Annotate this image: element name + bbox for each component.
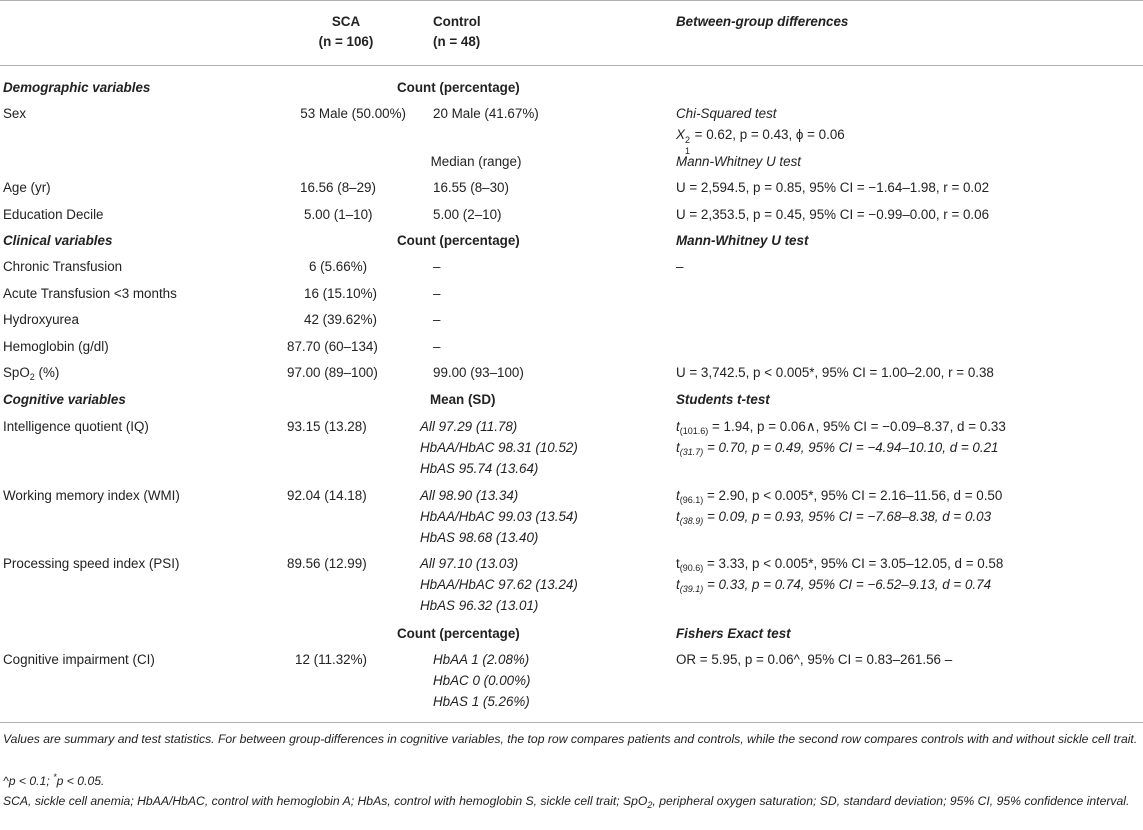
sex-sca: 53 Male (50.00%) — [300, 106, 406, 121]
hemoglobin-control: – — [433, 339, 441, 354]
spo2-sca: 97.00 (89–100) — [287, 365, 378, 380]
cognitive-stat-label: Mean (SD) — [430, 392, 496, 407]
iq-sca: 93.15 (13.28) — [287, 419, 367, 434]
ci-control-hbas: HbAS 1 (5.26%) — [433, 694, 530, 709]
education-sca: 5.00 (1–10) — [304, 207, 373, 222]
spo2-diff: U = 3,742.5, p < 0.005*, 95% CI = 1.00–2.00, r = 0.38 — [676, 365, 994, 380]
ci-sca: 12 (11.32%) — [295, 652, 367, 667]
wmi-diff-2: $t_{(38.9)} = 0.09$, p = 0.93, 95% CI = −7.68–8.38, d = 0.03 — [676, 509, 992, 526]
chronic-diff: – — [676, 259, 684, 274]
top-rule — [0, 0, 1143, 1]
footnote-summary: Values are summary and test statistics. For between group-differences in cognitive variables, the top row compares patients and controls, while the second row compares controls with and without sickle cell trait. — [3, 732, 1138, 746]
psi-sca: 89.56 (12.99) — [287, 556, 367, 571]
age-sca: 16.56 (8–29) — [300, 180, 376, 195]
age-diff: U = 2,594.5, p = 0.85, 95% CI = −1.64–1.98, r = 0.02 — [676, 180, 990, 195]
psi-control-hbas: HbAS 96.32 (13.01) — [420, 598, 539, 613]
iq-label: Intelligence quotient (IQ) — [3, 419, 149, 434]
iq-diff-2: $t_{(31.7)} = 0.70$, p = 0.49, 95% CI = −4.94–10.10, d = 0.21 — [676, 440, 999, 457]
acute-label: Acute Transfusion <3 months — [3, 286, 177, 301]
age-control: 16.55 (8–30) — [433, 180, 509, 195]
chronic-sca: 6 (5.66%) — [309, 259, 368, 274]
acute-control: – — [433, 286, 441, 301]
sca-header: SCA — [331, 14, 361, 29]
sex-label: Sex — [3, 106, 27, 121]
education-diff: U = 2,353.5, p = 0.45, 95% CI = −0.99–0.00, r = 0.06 — [676, 207, 990, 222]
hemoglobin-sca: 87.70 (60–134) — [287, 339, 378, 354]
education-control: 5.00 (2–10) — [433, 207, 502, 222]
diff-header: Between-group differences — [676, 14, 849, 29]
demographic-stat-label: Count (percentage) — [397, 80, 520, 95]
iq-control-hbaa: HbAA/HbAC 98.31 (10.52) — [420, 440, 578, 455]
section-clinical: Clinical variables — [3, 233, 113, 248]
hydroxyurea-sca: 42 (39.62%) — [304, 312, 377, 327]
wmi-label: Working memory index (WMI) — [3, 488, 180, 503]
psi-label: Processing speed index (PSI) — [3, 556, 180, 571]
hydroxyurea-control: – — [433, 312, 441, 327]
median-range-label: Median (range) — [430, 154, 522, 169]
section-demographic: Demographic variables — [3, 80, 151, 95]
sex-control: 20 Male (41.67%) — [433, 106, 539, 121]
ci-label: Cognitive impairment (CI) — [3, 652, 155, 667]
spo2-control: 99.00 (93–100) — [433, 365, 524, 380]
age-test: Mann-Whitney U test — [676, 154, 802, 169]
wmi-control-hbas: HbAS 98.68 (13.40) — [420, 530, 539, 545]
spo2-label: SpO$_2$ (%) — [3, 365, 60, 382]
ci-control-hbac: HbAC 0 (0.00%) — [433, 673, 531, 688]
psi-control-hbaa: HbAA/HbAC 97.62 (13.24) — [420, 577, 578, 592]
section-cognitive: Cognitive variables — [3, 392, 126, 407]
wmi-sca: 92.04 (14.18) — [287, 488, 367, 503]
wmi-control-all: All 98.90 (13.34) — [420, 488, 519, 503]
clinical-stat-label: Count (percentage) — [397, 233, 520, 248]
cognitive-test-label: Students t-test — [676, 392, 770, 407]
header-rule — [0, 65, 1143, 66]
ci-control-hbaa: HbAA 1 (2.08%) — [433, 652, 530, 667]
hemoglobin-label: Hemoglobin (g/dl) — [3, 339, 109, 354]
sex-stat-text: = 0.62, p = 0.43, ϕ = 0.06 — [694, 127, 845, 142]
iq-control-all: All 97.29 (11.78) — [420, 419, 518, 434]
hydroxyurea-label: Hydroxyurea — [3, 312, 79, 327]
bottom-rule — [0, 722, 1143, 723]
psi-diff-2: $t_{(39.1)} = 0.33$, p = 0.74, 95% CI = −6.52–9.13, d = 0.74 — [676, 577, 992, 594]
sca-n: (n = 106) — [318, 34, 374, 49]
ci-stat-label: Count (percentage) — [397, 626, 520, 641]
acute-sca: 16 (15.10%) — [304, 286, 377, 301]
ci-diff: OR = 5.95, p = 0.06^, 95% CI = 0.83–261.56 – — [676, 652, 953, 667]
chronic-control: – — [433, 259, 441, 274]
control-header: Control — [433, 14, 481, 29]
psi-control-all: All 97.10 (13.03) — [420, 556, 519, 571]
wmi-control-hbaa: HbAA/HbAC 99.03 (13.54) — [420, 509, 578, 524]
age-label: Age (yr) — [3, 180, 51, 195]
footnote-significance: ^p < 0.1; *p < 0.05. — [3, 772, 105, 788]
sex-test: Chi-Squared test — [676, 106, 777, 121]
control-n: (n = 48) — [433, 34, 481, 49]
clinical-test-label: Mann-Whitney U test — [676, 233, 809, 248]
psi-diff-1: $t_{(90.6)} = 3.33$, p < 0.005*, 95% CI = 3.05–12.05, d = 0.58 — [676, 556, 1004, 573]
sex-stat: X 2 1 = 0.62, p = 0.43, ϕ = 0.06 — [676, 127, 845, 156]
footnote-abbreviations: SCA, sickle cell anemia; HbAA/HbAC, control with hemoglobin A; HbAs, control with hemoglobin S, sickle cell trait; SpO$_2$, peripheral oxygen saturation; SD, standard deviation; 95% CI, 95% confidence interval. — [3, 794, 1130, 810]
iq-control-hbas: HbAS 95.74 (13.64) — [420, 461, 539, 476]
ci-test-label: Fishers Exact test — [676, 626, 791, 641]
wmi-diff-1: $t_{(96.1)} = 2.90$, p < 0.005*, 95% CI = 2.16–11.56, d = 0.50 — [676, 488, 1003, 505]
education-label: Education Decile — [3, 207, 104, 222]
chronic-label: Chronic Transfusion — [3, 259, 123, 274]
iq-diff-1: $t_{(101.6)} = 1.94$, p = 0.06∧, 95% CI = −0.09–8.37, d = 0.33 — [676, 419, 1006, 436]
